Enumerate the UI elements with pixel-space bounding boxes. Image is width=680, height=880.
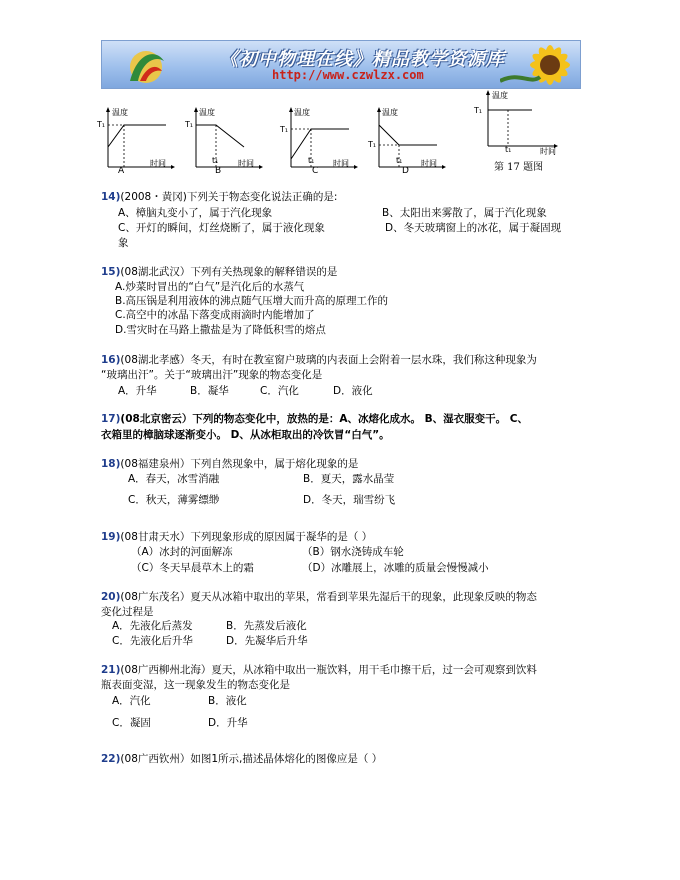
q20-option-d: D．先凝华后升华 bbox=[226, 635, 308, 647]
question-15 bbox=[101, 265, 337, 279]
question-18 bbox=[101, 457, 358, 471]
graph-d-t1: T₁ bbox=[368, 140, 377, 149]
q20-stem-cont: 变化过程是 bbox=[101, 606, 154, 618]
graph-d-label: D bbox=[402, 166, 409, 176]
banner-title: 《初中物理在线》精品教学资源库 bbox=[220, 49, 505, 70]
q18-option-b: B．夏天，露水晶莹 bbox=[303, 473, 395, 485]
q19-option-c: （C）冬天早晨草木上的霜 bbox=[131, 562, 254, 574]
graph-b-time: t₁ bbox=[212, 156, 219, 165]
q16-stem-cont: “玻璃出汗”。关于“玻璃出汗”现象的物态变化是 bbox=[101, 369, 323, 381]
q16-option-a: A．升华 bbox=[118, 385, 157, 397]
logo-icon bbox=[116, 41, 186, 88]
q15-option-a: A.炒菜时冒出的“白气”是汽化后的水蒸气 bbox=[115, 281, 305, 293]
question-stem: (08甘肃天水）下列现象形成的原因属于凝华的是（ ） bbox=[120, 531, 373, 543]
q21-stem-cont: 瓶表面变湿，这一现象发生的物态变化是 bbox=[101, 679, 290, 691]
graph-fig17 bbox=[472, 90, 562, 154]
q20-option-c: C．先液化后升华 bbox=[112, 635, 193, 647]
question-21 bbox=[101, 663, 537, 677]
graph-c-ylabel: 温度 bbox=[294, 108, 310, 117]
graph-c-xlabel: 时间 bbox=[333, 159, 349, 168]
q14-option-a: A、樟脑丸变小了，属于汽化现象 bbox=[118, 207, 273, 219]
header-banner bbox=[101, 40, 581, 89]
q17-stem-cont: 衣箱里的樟脑球逐渐变小。 D、从冰柜取出的冷饮冒“白气”。 bbox=[101, 429, 390, 441]
q15-option-d: D.雪灾时在马路上撒盐是为了降低积雪的熔点 bbox=[115, 324, 326, 336]
graph-b-label: B bbox=[215, 166, 222, 176]
question-number: 14) bbox=[101, 191, 121, 203]
graph-c-time: t₁ bbox=[308, 156, 315, 165]
fig17-xlabel: 时间 bbox=[540, 147, 556, 156]
q20-option-b: B．先蒸发后液化 bbox=[226, 620, 307, 632]
q16-option-d: D．液化 bbox=[333, 385, 373, 397]
question-stem: (08广西柳州北海）夏天，从冰箱中取出一瓶饮料，用干毛巾擦干后，过一会可观察到饮料 bbox=[120, 664, 537, 676]
graph-b-xlabel: 时间 bbox=[238, 159, 254, 168]
question-number: 15) bbox=[101, 266, 121, 278]
q16-option-c: C．汽化 bbox=[260, 385, 299, 397]
question-number: 16) bbox=[101, 354, 121, 366]
question-20 bbox=[101, 590, 537, 604]
fig17-t1: T₁ bbox=[474, 106, 483, 115]
question-16 bbox=[101, 353, 537, 367]
graph-d-time: t₁ bbox=[396, 156, 403, 165]
q19-option-a: （A）冰封的河面解冻 bbox=[131, 546, 233, 558]
graph-a-t1: T₁ bbox=[97, 120, 106, 129]
q14-option-c: C、开灯的瞬间，灯丝烧断了，属于液化现象 bbox=[118, 222, 325, 234]
q18-option-c: C．秋天，薄雾缥缈 bbox=[128, 494, 220, 506]
fig17-time: t₁ bbox=[505, 145, 512, 154]
q21-option-c: C．凝固 bbox=[112, 717, 151, 729]
q15-option-c: C.高空中的冰晶下落变成雨滴时内能增加了 bbox=[115, 309, 315, 321]
question-number: 22) bbox=[101, 753, 121, 765]
question-number: 19) bbox=[101, 531, 121, 543]
question-stem: (08湖北孝感）冬天，有时在教室窗户玻璃的内表面上会附着一层水珠，我们称这种现象为 bbox=[120, 354, 537, 366]
question-number: 17) bbox=[101, 413, 121, 425]
question-stem: (08广西钦州）如图1所示,描述晶体熔化的图像应是（ ） bbox=[120, 753, 383, 765]
q14-option-d-cont: 象 bbox=[118, 237, 129, 249]
graph-d-ylabel: 温度 bbox=[382, 108, 398, 117]
graph-b-t1: T₁ bbox=[185, 120, 194, 129]
q20-option-a: A．先液化后蒸发 bbox=[112, 620, 193, 632]
question-number: 18) bbox=[101, 458, 121, 470]
q18-option-d: D．冬天，瑞雪纷飞 bbox=[303, 494, 396, 506]
q14-option-d: D、冬天玻璃窗上的冰花，属于凝固现 bbox=[385, 222, 562, 234]
question-stem: (2008・黄冈)下列关于物态变化说法正确的是: bbox=[120, 191, 338, 203]
graph-a-label: A bbox=[118, 166, 125, 176]
graph-d-xlabel: 时间 bbox=[421, 159, 437, 168]
question-stem: (08湖北武汉）下列有关热现象的解释错误的是 bbox=[120, 266, 338, 278]
question-number: 20) bbox=[101, 591, 121, 603]
q18-option-a: A．春天，冰雪消融 bbox=[128, 473, 220, 485]
question-22 bbox=[101, 752, 382, 766]
graph-a-ylabel: 温度 bbox=[112, 108, 128, 117]
banner-url[interactable]: http://www.czwlzx.com bbox=[272, 68, 424, 82]
graph-c-t1: T₁ bbox=[280, 125, 289, 134]
question-stem: (08北京密云）下列的物态变化中，放热的是：A、冰熔化成水。 B、湿衣服变干。 C、 bbox=[120, 413, 528, 425]
graph-b-ylabel: 温度 bbox=[199, 108, 215, 117]
q19-option-b: （B）钢水浇铸成车轮 bbox=[302, 546, 404, 558]
q21-option-a: A．汽化 bbox=[112, 695, 151, 707]
q19-option-d: （D）冰雕展上，冰雕的质量会慢慢减小 bbox=[302, 562, 489, 574]
q15-option-b: B.高压锅是利用液体的沸点随气压增大而升高的原理工作的 bbox=[115, 295, 389, 307]
sunflower-icon bbox=[500, 41, 580, 88]
q21-option-b: B．液化 bbox=[208, 695, 247, 707]
graph-c-label: C bbox=[312, 166, 319, 176]
question-stem: (08广东茂名）夏天从冰箱中取出的苹果，常看到苹果先湿后干的现象，此现象反映的物态 bbox=[120, 591, 537, 603]
q16-option-b: B．凝华 bbox=[190, 385, 229, 397]
fig17-ylabel: 温度 bbox=[492, 91, 508, 100]
q21-option-d: D．升华 bbox=[208, 717, 248, 729]
question-stem: (08福建泉州）下列自然现象中，属于熔化现象的是 bbox=[120, 458, 359, 470]
question-14 bbox=[101, 190, 337, 204]
question-17 bbox=[101, 412, 528, 426]
question-19 bbox=[101, 530, 372, 544]
graph-a-xlabel: 时间 bbox=[150, 159, 166, 168]
fig17-caption: 第 17 题图 bbox=[494, 162, 544, 173]
question-number: 21) bbox=[101, 664, 121, 676]
q14-option-b: B、太阳出来雾散了，属于汽化现象 bbox=[382, 207, 547, 219]
